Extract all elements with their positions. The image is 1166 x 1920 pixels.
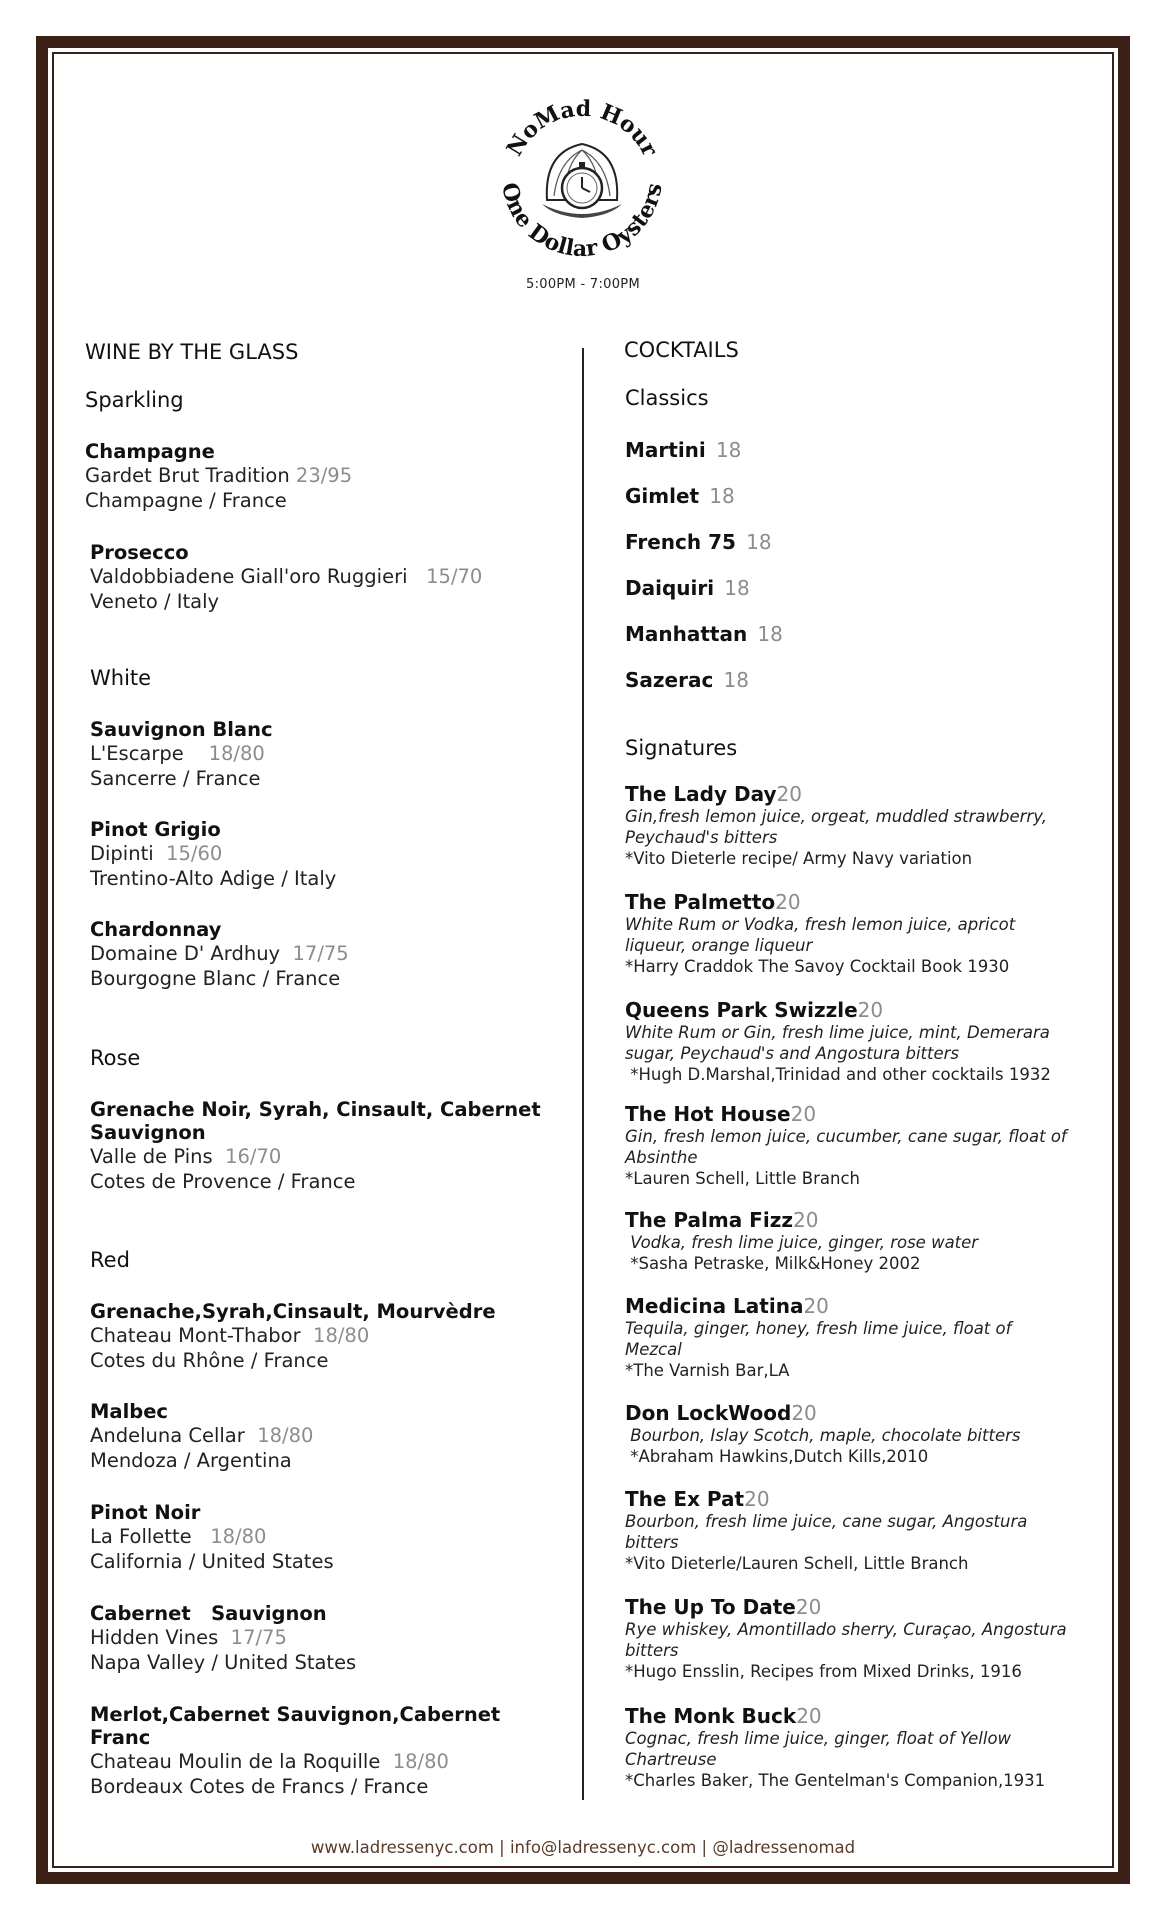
classic-price: 18 — [724, 576, 750, 600]
signature-name: The Hot House — [625, 1102, 791, 1126]
signature-item — [625, 890, 1015, 977]
wine-item-name: L'Escarpe — [90, 742, 184, 765]
signature-name: The Palmetto — [625, 890, 776, 914]
wine-item-origin: Champagne / France — [85, 489, 287, 512]
wine-item-name-line — [90, 1524, 334, 1549]
wine-item-sauvignon-blanc — [90, 718, 273, 791]
classic-name: Daiquiri — [625, 576, 715, 600]
footer-contact[interactable]: www.ladressenyc.com | info@ladressenyc.com | @ladressenomad — [310, 1838, 856, 1857]
signature-credit: *Harry Craddok The Savoy Cocktail Book 1930 — [625, 957, 1010, 976]
signature-item — [625, 998, 1051, 1085]
signature-description: White Rum or Gin, fresh lime juice, mint, Demerara — [625, 1023, 1050, 1042]
classics-heading: Classics — [625, 386, 709, 410]
signature-description: sugar, Peychaud's and Angostura bitters — [625, 1044, 960, 1063]
signature-item — [625, 1487, 1027, 1574]
rose-heading: Rose — [90, 1046, 141, 1070]
signature-credit: *Vito Dieterle/Lauren Schell, Little Branch — [625, 1554, 969, 1573]
signature-name: The Ex Pat — [625, 1487, 745, 1511]
signature-name: The Palma Fizz — [625, 1208, 793, 1232]
classic-price: 18 — [709, 484, 735, 508]
wine-item-title: Sauvignon Blanc — [90, 718, 273, 741]
wine-item-origin: California / United States — [90, 1550, 334, 1573]
wine-item-origin: Bourgogne Blanc / France — [90, 967, 341, 990]
signature-price: 20 — [790, 1102, 817, 1126]
signature-credit: *Charles Baker, The Gentelman's Companion,1931 — [625, 1771, 1046, 1790]
signature-description: bitters — [625, 1641, 679, 1660]
wine-item-name: Gardet Brut Tradition — [85, 464, 290, 487]
wine-item-origin: Napa Valley / United States — [90, 1651, 357, 1674]
signature-credit: *Hugh D.Marshal,Trinidad and other cocktails 1932 — [625, 1065, 1051, 1084]
signature-description: liqueur, orange liqueur — [625, 936, 813, 955]
wine-item-bordeaux-blend — [90, 1703, 565, 1799]
wine-item-prosecco — [90, 541, 482, 614]
red-heading: Red — [90, 1248, 130, 1272]
classic-item — [625, 576, 750, 600]
signature-description: Bourbon, Islay Scotch, maple, chocolate bitters — [625, 1426, 1021, 1445]
signature-item — [625, 782, 1047, 869]
wine-item-name-line — [90, 1323, 496, 1348]
classic-name: Sazerac — [625, 668, 714, 692]
signature-price: 20 — [776, 782, 802, 806]
signature-credit: *Vito Dieterle recipe/ Army Navy variation — [625, 849, 973, 868]
wine-item-origin: Veneto / Italy — [90, 590, 220, 613]
logo-top-text: NoMad Hour — [501, 95, 663, 161]
happy-hour-time: 5:00PM - 7:00PM — [526, 277, 640, 292]
wine-item-name-line — [90, 1144, 541, 1169]
wine-item-price: 18/80 — [392, 1750, 449, 1773]
wine-item-title-line2: Sauvignon — [90, 1121, 206, 1144]
wine-item-name-line — [85, 463, 352, 488]
signature-credit: *Hugo Ensslin, Recipes from Mixed Drinks, 1916 — [625, 1662, 1022, 1681]
column-divider — [582, 348, 584, 1800]
wine-item-title: Grenache,Syrah,Cinsault, Mourvèdre — [90, 1300, 496, 1323]
wine-item-price: 18/80 — [208, 742, 265, 765]
signature-price: 20 — [792, 1208, 819, 1232]
wine-section-title: WINE BY THE GLASS — [85, 340, 299, 364]
wine-item-price: 18/80 — [313, 1324, 370, 1347]
wine-item-title: Pinot Grigio — [90, 818, 221, 841]
wine-item-rhone-blend — [90, 1300, 496, 1373]
signature-description: Mezcal — [625, 1340, 682, 1359]
wine-item-name-line — [90, 841, 336, 866]
wine-item-origin: Sancerre / France — [90, 767, 261, 790]
wine-item-name: Chateau Mont-Thabor — [90, 1324, 301, 1347]
classic-price: 18 — [746, 530, 772, 554]
signature-item — [625, 1294, 1011, 1381]
signature-name: Queens Park Swizzle — [625, 998, 858, 1022]
wine-item-cabernet — [90, 1602, 356, 1675]
wine-item-name: Domaine D' Ardhuy — [90, 942, 281, 965]
signature-description: Bourbon, fresh lime juice, cane sugar, Angostura — [625, 1512, 1028, 1531]
wine-item-chardonnay — [90, 918, 349, 991]
signature-name: The Monk Buck — [625, 1704, 797, 1728]
wine-item-name: Dipinti — [90, 842, 154, 865]
signature-item — [625, 1704, 1045, 1791]
wine-item-price: 17/75 — [230, 1626, 287, 1649]
classic-price: 18 — [715, 438, 742, 462]
wine-item-malbec — [90, 1400, 313, 1473]
wine-item-name-line — [90, 564, 482, 589]
wine-item-name: Andeluna Cellar — [90, 1424, 245, 1447]
signature-description: Tequila, ginger, honey, fresh lime juice, float of — [625, 1319, 1012, 1338]
wine-item-name-line — [90, 1625, 356, 1650]
wine-item-price: 15/60 — [166, 842, 223, 865]
signature-name: The Lady Day — [625, 782, 777, 806]
wine-item-title: Champagne — [85, 440, 215, 463]
wine-item-origin: Cotes du Rhône / France — [90, 1349, 329, 1372]
logo-bottom-text: One Dollar Oysters — [496, 180, 668, 263]
classic-name: French 75 — [625, 530, 736, 554]
wine-item-title: Chardonnay — [90, 918, 222, 941]
signatures-heading: Signatures — [625, 736, 738, 760]
signature-description: bitters — [625, 1533, 679, 1552]
wine-item-title: Malbec — [90, 1400, 168, 1423]
wine-item-price: 16/70 — [225, 1145, 282, 1168]
wine-item-name: La Follette — [90, 1525, 192, 1548]
wine-item-title: Cabernet Sauvignon — [90, 1602, 327, 1625]
wine-item-name-line — [90, 1749, 565, 1774]
classic-item — [625, 484, 735, 508]
wine-item-title-line1: Grenache Noir, Syrah, Cinsault, Cabernet — [90, 1098, 541, 1121]
wine-item-price: 15/70 — [426, 565, 483, 588]
white-heading: White — [90, 666, 152, 690]
signature-credit: *Abraham Hawkins,Dutch Kills,2010 — [625, 1447, 929, 1466]
signature-price: 20 — [744, 1487, 770, 1511]
wine-item-rose-blend — [90, 1098, 541, 1194]
wine-item-title: Prosecco — [90, 541, 189, 564]
signature-description: Peychaud's bitters — [625, 828, 778, 847]
signature-item — [625, 1208, 978, 1274]
wine-item-title: Merlot,Cabernet Sauvignon,Cabernet Franc — [90, 1703, 501, 1749]
wine-item-pinot-noir — [90, 1501, 334, 1574]
wine-item-name-line — [90, 741, 273, 766]
classic-name: Manhattan — [625, 622, 748, 646]
signature-name: The Up To Date — [625, 1595, 796, 1619]
signature-description: Gin,fresh lemon juice, orgeat, muddled strawberry, — [625, 807, 1047, 826]
nomad-hour-logo — [492, 92, 672, 272]
signature-description: Rye whiskey, Amontillado sherry, Curaçao, Angostura — [625, 1620, 1067, 1639]
classic-name: Gimlet — [625, 484, 700, 508]
wine-item-price: 17/75 — [292, 942, 349, 965]
wine-item-name-line — [90, 941, 349, 966]
signature-description: Gin, fresh lemon juice, cucumber, cane sugar, float of — [625, 1127, 1067, 1146]
signature-credit: *The Varnish Bar,LA — [625, 1361, 790, 1380]
classic-price: 18 — [757, 622, 783, 646]
wine-item-origin: Cotes de Provence / France — [90, 1170, 356, 1193]
cocktails-section-title: COCKTAILS — [624, 338, 739, 362]
signature-description: Cognac, fresh lime juice, ginger, float of Yellow — [625, 1729, 1012, 1748]
wine-item-name-line — [90, 1423, 313, 1448]
wine-item-name: Valdobbiadene Giall'oro Ruggieri — [90, 565, 408, 588]
wine-item-title: Pinot Noir — [90, 1501, 201, 1524]
wine-item-name: Valle de Pins — [90, 1145, 213, 1168]
signature-description: Absinthe — [625, 1148, 698, 1167]
signature-price: 20 — [803, 1294, 829, 1318]
wine-item-origin: Mendoza / Argentina — [90, 1449, 292, 1472]
wine-item-price: 23/95 — [295, 464, 353, 487]
signature-price: 20 — [796, 1704, 822, 1728]
signature-credit: *Lauren Schell, Little Branch — [625, 1169, 860, 1188]
wine-item-champagne — [85, 440, 352, 513]
signature-description: Chartreuse — [625, 1750, 717, 1769]
wine-item-price: 18/80 — [210, 1525, 267, 1548]
wine-item-origin: Trentino-Alto Adige / Italy — [90, 867, 337, 890]
wine-item-name: Chateau Moulin de la Roquille — [90, 1750, 381, 1773]
signature-price: 20 — [791, 1401, 817, 1425]
classic-item — [625, 530, 772, 554]
signature-item — [625, 1102, 1067, 1189]
signature-item — [625, 1595, 1067, 1682]
classic-price: 18 — [723, 668, 749, 692]
wine-item-origin: Bordeaux Cotes de Francs / France — [90, 1775, 429, 1798]
signature-description: Vodka, fresh lime juice, ginger, rose water — [625, 1233, 979, 1252]
signature-credit: *Sasha Petraske, Milk&Honey 2002 — [625, 1254, 921, 1273]
classic-item — [625, 622, 783, 646]
classic-name: Martini — [625, 438, 706, 462]
signature-name: Don LockWood — [625, 1401, 792, 1425]
wine-item-name: Hidden Vines — [90, 1626, 219, 1649]
sparkling-heading: Sparkling — [85, 388, 184, 412]
wine-item-pinot-grigio — [90, 818, 336, 891]
classic-item — [625, 438, 741, 462]
wine-item-price: 18/80 — [257, 1424, 314, 1447]
signature-item — [625, 1401, 1020, 1467]
signature-price: 20 — [857, 998, 884, 1022]
signature-description: White Rum or Vodka, fresh lemon juice, apricot — [625, 915, 1016, 934]
signature-price: 20 — [775, 890, 801, 914]
classic-item — [625, 668, 749, 692]
signature-name: Medicina Latina — [625, 1294, 804, 1318]
signature-price: 20 — [795, 1595, 822, 1619]
